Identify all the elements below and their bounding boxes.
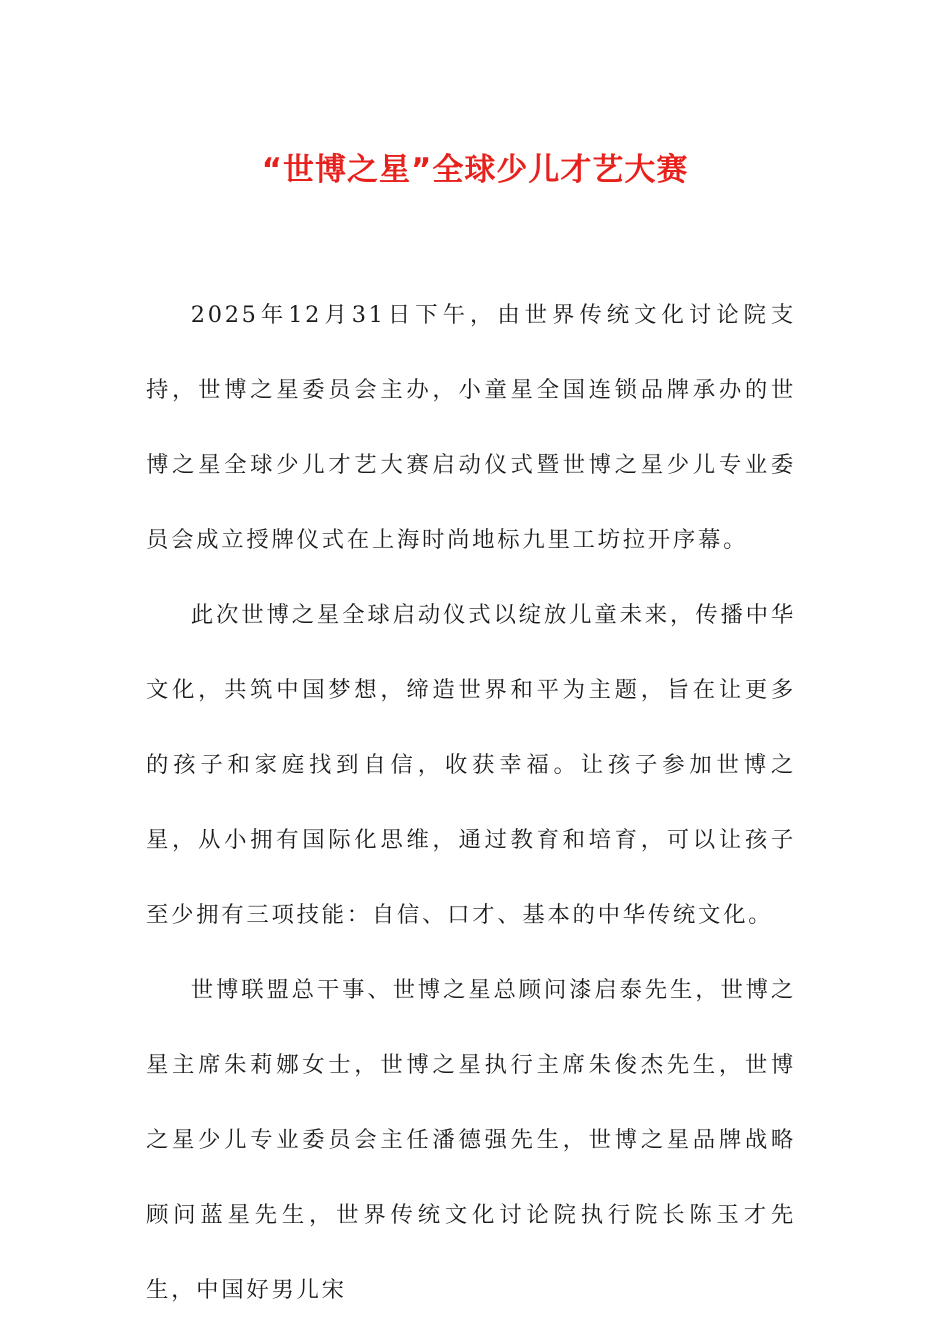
paragraph-2: 此次世博之星全球启动仪式以绽放儿童未来，传播中华文化，共筑中国梦想，缔造世界和平为主题，旨在让更多的孩子和家庭找到自信，收获幸福。让孩子参加世博之星，从小拥有国际化思维，通过教育和培育，可以让孩子至少拥有三项技能：自信、口才、基本的中华传统文化。: [146, 602, 796, 928]
document-body: [146, 278, 796, 1328]
paragraph-1: 2025年12月31日下午，由世界传统文化讨论院支持，世博之星委员会主办，小童星全国连锁品牌承办的世博之星全球少儿才艺大赛启动仪式暨世博之星少儿专业委员会成立授牌仪式在上海时尚地标九里工坊拉开序幕。: [146, 302, 796, 553]
document-title: “世博之星”全球少儿才艺大赛: [261, 152, 689, 188]
paragraph-3: 世博联盟总干事、世博之星总顾问漆启泰先生，世博之星主席朱莉娜女士，世博之星执行主席朱俊杰先生，世博之星少儿专业委员会主任潘德强先生，世博之星品牌战略顾问蓝星先生，世界传统文化讨论院执行院长陈玉才先生，中国好男儿宋: [146, 977, 796, 1303]
